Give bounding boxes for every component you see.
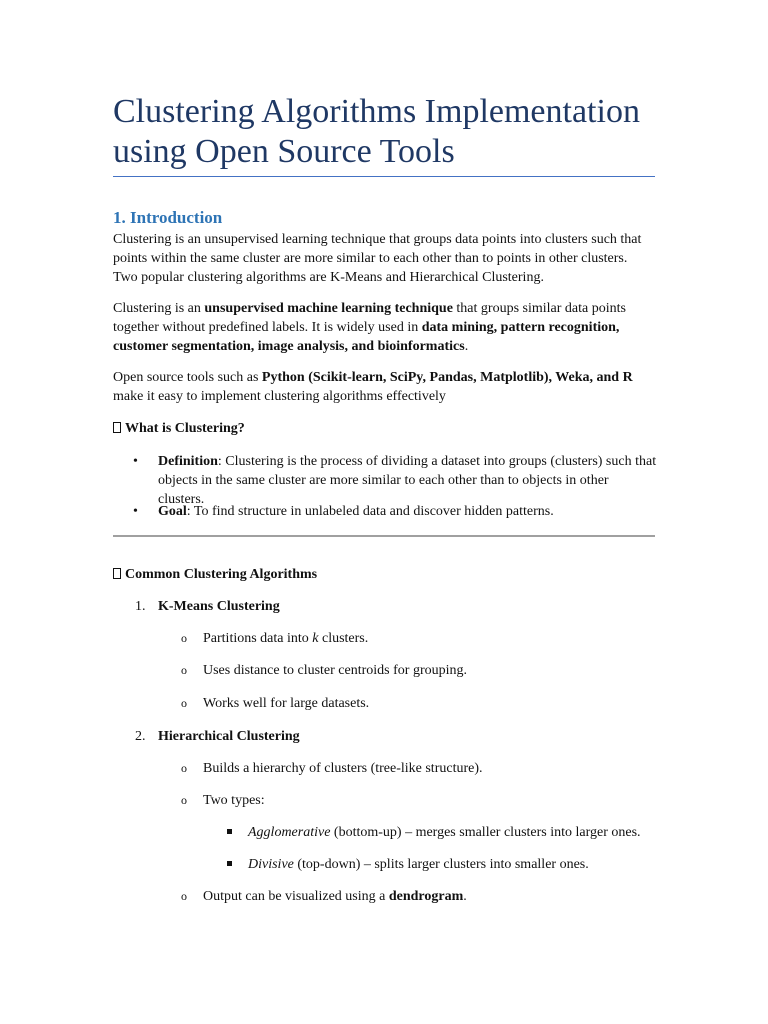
dendrogram-text-a: Output can be visualized using a xyxy=(203,889,389,904)
hierarchical-point-2: Two types: xyxy=(203,793,265,808)
p2-bold-technique: unsupervised machine learning technique xyxy=(204,301,453,316)
p2-bold-uses: data mining, pattern recognition, customer segmentation, image analysis, and bioinformatics xyxy=(113,320,620,354)
kmeans-title: K-Means Clustering xyxy=(158,599,280,614)
what-is-clustering-heading xyxy=(113,419,245,438)
kmeans-point-1-a: Partitions data into xyxy=(203,631,313,646)
bullet-marker: • xyxy=(133,504,138,519)
title-line-2: using Open Source Tools xyxy=(113,133,455,170)
sub-bullet-marker: o xyxy=(181,761,187,775)
divisive-term: Divisive xyxy=(248,857,294,872)
goal-text: : To find structure in unlabeled data and discover hidden patterns. xyxy=(186,504,554,519)
intro-paragraph-3 xyxy=(113,368,655,406)
title-line-1: Clustering Algorithms Implementation xyxy=(113,93,640,130)
kmeans-point-3: Works well for large datasets. xyxy=(203,696,370,711)
intro-heading: 1. Introduction xyxy=(113,208,223,227)
title-underline xyxy=(113,176,655,177)
common-algorithms-heading xyxy=(113,565,317,584)
hierarchical-point-3 xyxy=(203,887,653,906)
p2-text-e: . xyxy=(464,339,469,354)
sub-bullet-marker: o xyxy=(181,793,187,807)
sub-bullet-marker: o xyxy=(181,663,187,677)
list-number: 1. xyxy=(135,599,146,614)
p2-text-c: that groups similar data points together without predefined labels. It is widely used in xyxy=(113,301,626,335)
agglomerative-item xyxy=(248,823,658,842)
intro-paragraph-1: Clustering is an unsupervised learning technique that groups data points into clusters such that points within the same cluster are more similar to each other than to points in other clusters. Two popular clustering algorithms are K-Means and Hierarchical Clustering. xyxy=(113,232,642,285)
intro-paragraph-2 xyxy=(113,299,655,356)
definition-term: Definition xyxy=(158,454,218,469)
bullet-marker: • xyxy=(133,454,138,469)
dendrogram-text-b: . xyxy=(463,889,467,904)
section-divider xyxy=(113,535,655,537)
p3-text-c: make it easy to implement clustering algorithms effectively xyxy=(113,389,446,404)
document-title xyxy=(113,92,655,172)
agglomerative-term: Agglomerative xyxy=(248,825,331,840)
agglomerative-text: (bottom-up) – merges smaller clusters into larger ones. xyxy=(330,825,641,840)
kmeans-point-1-b: clusters. xyxy=(318,631,369,646)
definition-item xyxy=(158,452,658,509)
sub-bullet-marker: o xyxy=(181,889,187,903)
sub-bullet-marker: o xyxy=(181,696,187,710)
goal-item xyxy=(158,502,658,521)
common-heading-text: Common Clustering Algorithms xyxy=(125,567,318,582)
what-heading-text: What is Clustering? xyxy=(125,421,245,436)
definition-text: : Clustering is the process of dividing a dataset into groups (clusters) such that objects in the same cluster are more similar to each other than to objects in other clusters. xyxy=(158,454,657,507)
p2-text-a: Clustering is an xyxy=(113,301,205,316)
kmeans-point-1 xyxy=(203,629,653,648)
divisive-text: (top-down) – splits larger clusters into smaller ones. xyxy=(293,857,589,872)
missing-glyph-icon xyxy=(113,422,121,433)
missing-glyph-icon xyxy=(113,568,121,579)
hierarchical-point-1: Builds a hierarchy of clusters (tree-like structure). xyxy=(203,761,483,776)
kmeans-point-2: Uses distance to cluster centroids for grouping. xyxy=(203,663,467,678)
list-number: 2. xyxy=(135,729,146,744)
hierarchical-title: Hierarchical Clustering xyxy=(158,729,300,744)
dendrogram-bold: dendrogram xyxy=(388,889,464,904)
square-bullet-marker xyxy=(227,861,232,866)
p3-bold-tools: Python (Scikit-learn, SciPy, Pandas, Matplotlib), Weka, and R xyxy=(261,370,633,385)
square-bullet-marker xyxy=(227,829,232,834)
divisive-item xyxy=(248,855,658,874)
kmeans-k: k xyxy=(312,631,319,646)
goal-term: Goal xyxy=(158,504,187,519)
p3-text-a: Open source tools such as xyxy=(113,370,262,385)
sub-bullet-marker: o xyxy=(181,631,187,645)
